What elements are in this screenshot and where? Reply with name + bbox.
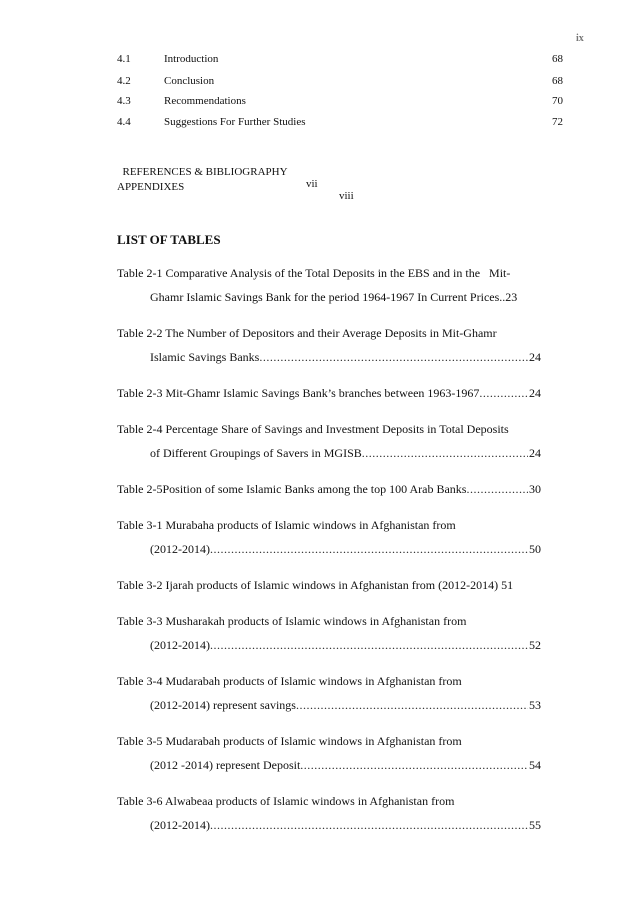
table-entry: [117, 669, 541, 717]
toc-title: Introduction: [164, 53, 219, 65]
table-entry-page: 54: [529, 758, 541, 772]
toc-page: 68: [552, 75, 563, 87]
toc-page: 68: [552, 53, 563, 65]
table-entry-page: 30: [529, 482, 541, 496]
table-entry-line1: Table 2-1 Comparative Analysis of the Total Deposits in the EBS and in the Mit-: [117, 266, 511, 280]
toc-page: 70: [552, 95, 563, 107]
table-entry: [117, 417, 541, 465]
toc-number: 4.3: [117, 95, 131, 107]
table-entry-line2: (2012-2014): [150, 818, 210, 832]
references-label: REFERENCES & BIBLIOGRAPHY: [122, 166, 288, 178]
table-entry-page: 50: [529, 542, 541, 556]
toc-row: [117, 95, 563, 111]
table-entry-line2: (2012-2014) represent savings: [150, 698, 296, 712]
toc-row: [117, 75, 563, 91]
page-number: ix: [576, 33, 584, 44]
table-entry: [117, 789, 541, 837]
list-of-tables-heading: LIST OF TABLES: [117, 232, 221, 247]
toc-row: [117, 116, 563, 132]
toc-number: 4.2: [117, 75, 131, 87]
dot-leader: [362, 441, 528, 465]
toc-page: 72: [552, 116, 563, 128]
table-entry-line1: Table 3-2 Ijarah products of Islamic windows in Afghanistan from (2012-2014) 51: [117, 578, 514, 592]
dot-leader: [296, 693, 528, 717]
table-entry-line2: Islamic Savings Banks: [150, 350, 260, 364]
table-entry: [117, 321, 541, 369]
table-entry-line2: Ghamr Islamic Savings Bank for the period 1964-1967 In Current Prices..23: [150, 290, 518, 304]
table-entry-line2: (2012-2014): [150, 542, 210, 556]
table-entry-page: 55: [529, 818, 541, 832]
dot-leader: [300, 753, 528, 777]
references-page-a: vii: [306, 178, 318, 190]
dot-leader: [210, 633, 528, 657]
table-entry-line1: Table 3-1 Murabaha products of Islamic windows in Afghanistan from: [117, 518, 456, 532]
table-entry-page: 53: [529, 698, 541, 712]
table-entry-line1: Table 2-4 Percentage Share of Savings and Investment Deposits in Total Deposits: [117, 422, 509, 436]
dot-leader: [479, 381, 528, 405]
dot-leader: [210, 813, 528, 837]
dot-leader: [466, 477, 528, 501]
references-row: [117, 154, 354, 202]
toc-title: Suggestions For Further Studies: [164, 116, 306, 128]
table-entry-line2: (2012 -2014) represent Deposit: [150, 758, 301, 772]
toc-row: [117, 53, 563, 69]
dot-leader: [210, 537, 528, 561]
table-entry: [117, 573, 541, 597]
table-entry-line1: Table 2-2 The Number of Depositors and their Average Deposits in Mit-Ghamr: [117, 326, 497, 340]
toc-number: 4.4: [117, 116, 131, 128]
table-entry: [117, 261, 541, 309]
toc-title: Recommendations: [164, 95, 246, 107]
table-entry-page: 52: [529, 638, 541, 652]
table-entry-line2: (2012-2014): [150, 638, 210, 652]
table-entry: [117, 381, 541, 405]
table-entry: [117, 609, 541, 657]
table-entry-page: 24: [529, 386, 541, 400]
references-page-b: viii: [339, 190, 354, 202]
table-entry-line1: Table 3-4 Mudarabah products of Islamic windows in Afghanistan from: [117, 674, 462, 688]
table-entry-line1: Table 3-6 Alwabeaa products of Islamic windows in Afghanistan from: [117, 794, 455, 808]
toc-title: Conclusion: [164, 75, 215, 87]
table-entry: [117, 729, 541, 777]
appendixes-row: APPENDIXES: [117, 181, 185, 193]
table-entry-line2: of Different Groupings of Savers in MGISB: [150, 446, 362, 460]
table-entry-line1: Table 2-3 Mit-Ghamr Islamic Savings Bank’s branches between 1963-1967: [117, 386, 480, 400]
table-entry-line1: Table 3-3 Musharakah products of Islamic windows in Afghanistan from: [117, 614, 467, 628]
table-entry-page: 24: [529, 446, 541, 460]
dot-leader: [259, 345, 528, 369]
table-entry-page: 24: [529, 350, 541, 364]
table-entry: [117, 477, 541, 501]
toc-number: 4.1: [117, 53, 131, 65]
table-entry-line1: Table 3-5 Mudarabah products of Islamic windows in Afghanistan from: [117, 734, 462, 748]
table-entry: [117, 513, 541, 561]
table-entry-line1: Table 2-5Position of some Islamic Banks among the top 100 Arab Banks: [117, 482, 467, 496]
